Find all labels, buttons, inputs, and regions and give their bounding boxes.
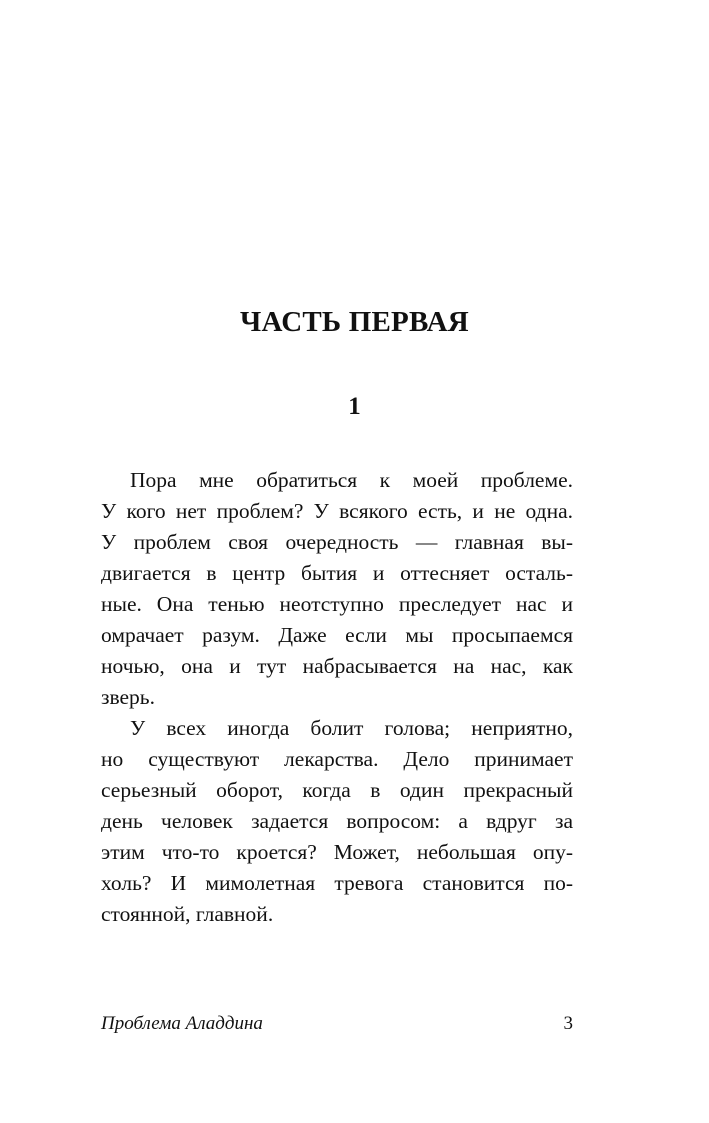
page-number: 3: [563, 1013, 573, 1034]
text-line: серьезный оборот, когда в один прекрасный: [101, 778, 573, 802]
body-text: [101, 465, 573, 930]
text-line: стоянной, главной.: [101, 902, 274, 926]
text-line: У кого нет проблем? У всякого есть, и не одна.: [101, 499, 573, 523]
text-line: омрачает разум. Даже если мы просыпаемся: [101, 623, 573, 647]
text-line: этим что-то кроется? Может, небольшая опу-: [101, 840, 573, 864]
text-line: ночью, она и тут набрасывается на нас, как: [101, 654, 573, 678]
text-line: холь? И мимолетная тревога становится по-: [101, 871, 573, 895]
text-line: двигается в центр бытия и оттесняет осталь-: [101, 561, 573, 585]
text-line: день человек задается вопросом: а вдруг за: [101, 809, 573, 833]
chapter-number: 1: [348, 393, 361, 420]
text-line: но существуют лекарства. Дело принимает: [101, 747, 573, 771]
text-line: зверь.: [101, 685, 155, 709]
text-line: Пора мне обратиться к моей проблеме.: [130, 468, 573, 492]
running-title: Проблема Аладдина: [101, 1013, 263, 1034]
text-line: ные. Она тенью неотступно преследует нас и: [101, 592, 573, 616]
text-line: У проблем своя очередность — главная вы-: [101, 530, 573, 554]
page-footer: [101, 1013, 573, 1035]
part-title: ЧАСТЬ ПЕРВАЯ: [240, 306, 469, 338]
text-line: У всех иногда болит голова; неприятно,: [130, 716, 573, 740]
